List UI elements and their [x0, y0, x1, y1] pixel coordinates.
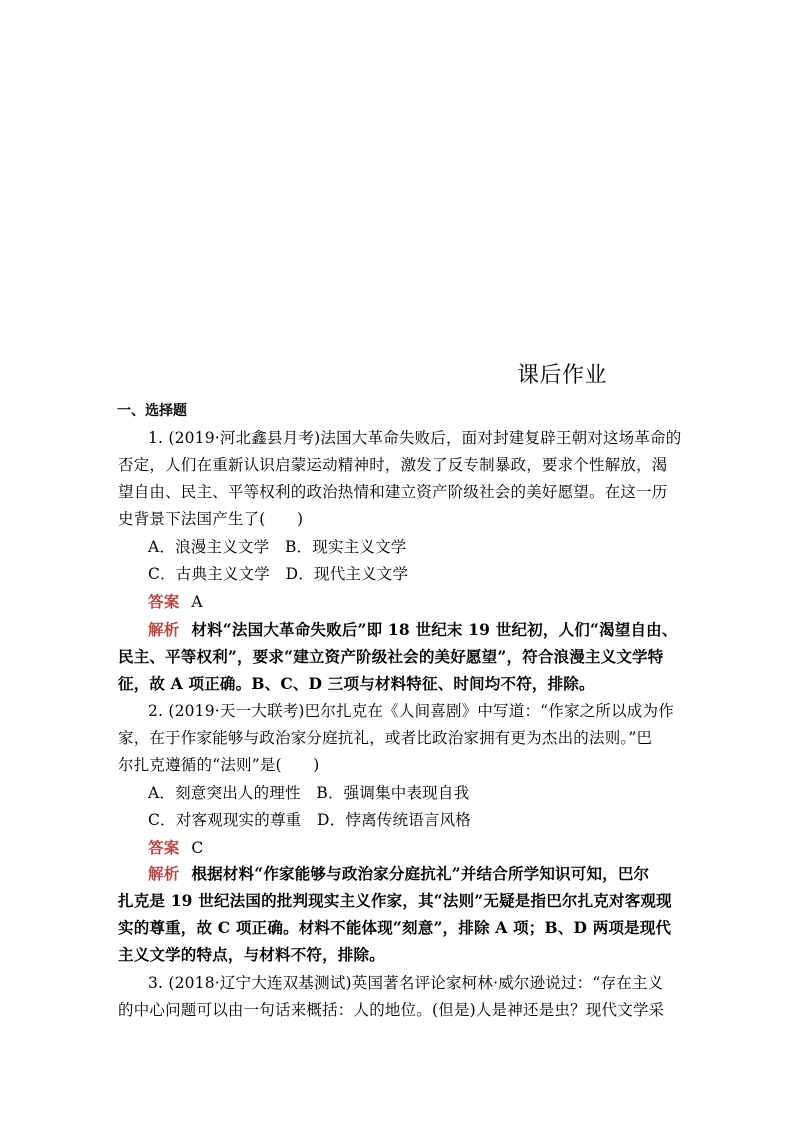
analysis-line — [148, 863, 649, 885]
question-stem-line: 尔扎克遵循的“法则”是( ) — [118, 756, 320, 774]
answer-value: A — [191, 593, 203, 611]
option-line: C．对客观现实的尊重 D．悖离传统语言风格 — [148, 811, 471, 829]
answer-value: C — [191, 839, 204, 857]
question-stem-line: 的中心问题可以由一句话来概括：人的地位。(但是)人是神还是虫？现代文学采 — [118, 1001, 665, 1019]
analysis-line — [148, 619, 678, 641]
analysis-line: 主义文学的特点，与材料不符，排除。 — [118, 945, 385, 964]
analysis-text: 材料“法国大革命失败后”即 18 世纪末 19 世纪初，人们“渴望自由、 — [191, 620, 678, 639]
option-line: A．刻意突出人的理性 B．强调集中表现自我 — [148, 784, 470, 802]
analysis-line: 扎克是 19 世纪法国的批判现实主义作家，其“法则”无疑是指巴尔扎克对客观现 — [118, 891, 672, 910]
section-heading: 一、选择题 — [117, 403, 187, 419]
answer-label: 答案 — [148, 838, 180, 857]
question-stem-line: 史背景下法国产生了( ) — [118, 510, 304, 528]
analysis-text: 根据材料“作家能够与政治家分庭抗礼”并结合所学知识可知，巴尔 — [191, 864, 650, 883]
question-stem-line: 望自由、民主、平等权利的政治热情和建立资产阶级社会的美好愿望。在这一历 — [118, 483, 668, 501]
analysis-label: 解析 — [148, 620, 180, 639]
question-stem-line: 1. (2019·河北鑫县月考)法国大革命失败后，面对封建复辟王朝对这场革命的 — [148, 429, 682, 447]
analysis-label: 解析 — [148, 864, 180, 883]
question-stem-line: 2. (2019·天一大联考)巴尔扎克在《人间喜剧》中写道：“作家之所以成为作 — [148, 702, 674, 720]
answer-line — [148, 837, 203, 859]
question-stem-line: 否定，人们在重新认识启蒙运动精神时，激发了反专制暴政，要求个性解放，渴 — [118, 456, 668, 474]
question-stem-line: 家，在于作家能够与政治家分庭抗礼，或者比政治家拥有更为杰出的法则。”巴 — [118, 729, 653, 747]
analysis-line: 实的尊重，故 C 项正确。材料不能体现“刻意”，排除 A 项；B、D 两项是现代 — [118, 918, 672, 937]
answer-label: 答案 — [148, 592, 180, 611]
answer-line — [148, 591, 203, 613]
page-title: 课后作业 — [517, 363, 608, 388]
analysis-line: 民主、平等权利”，要求“建立资产阶级社会的美好愿望”，符合浪漫主义文学特 — [118, 647, 664, 666]
option-line: C．古典主义文学 D．现代主义文学 — [148, 565, 409, 583]
question-stem-line: 3. (2018·辽宁大连双基测试)英国著名评论家柯林·威尔逊说过：“存在主义 — [148, 974, 664, 992]
option-line: A．浪漫主义文学 B．现实主义文学 — [148, 538, 407, 556]
analysis-line: 征，故 A 项正确。B、C、D 三项与材料特征、时间均不符，排除。 — [118, 674, 595, 693]
